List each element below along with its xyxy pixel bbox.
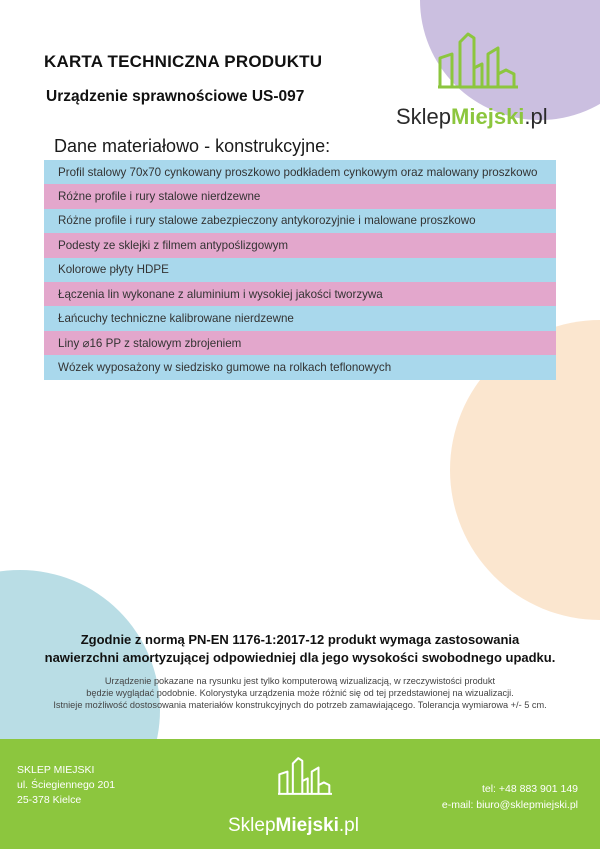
disclaimer — [10, 675, 590, 711]
city-buildings-icon — [438, 28, 518, 90]
brand-logo — [396, 28, 586, 138]
city-address: 25-378 Kielce — [17, 794, 82, 806]
materials-list — [44, 160, 556, 380]
city-buildings-icon — [278, 749, 332, 801]
brand-wordmark: SklepMiejski.pl — [396, 104, 548, 129]
phone-number[interactable]: tel: +48 883 901 149 — [481, 783, 578, 795]
materials-heading: Dane materiałowo - konstrukcyjne: — [54, 136, 331, 156]
disclaimer-line-1: Urządzenie pokazane na rysunku jest tylko komputerową wizualizacją, w rzeczywistości produkt — [104, 676, 496, 686]
footer-contact — [442, 781, 578, 813]
company-name: SKLEP MIEJSKI — [17, 764, 95, 776]
norm-line-1: Zgodnie z normą PN-EN 1176-1:2017-12 produkt wymaga zastosowania — [80, 632, 520, 647]
footer-address — [17, 763, 115, 808]
list-item: Liny ⌀16 PP z stalowym zbrojeniem — [44, 331, 556, 355]
list-item: Podesty ze sklejki z filmem antypoślizgowym — [44, 233, 556, 257]
list-item: Różne profile i rury stalowe nierdzewne — [44, 184, 556, 208]
footer — [0, 739, 600, 849]
email-address[interactable]: e-mail: biuro@sklepmiejski.pl — [441, 799, 578, 811]
list-item: Różne profile i rury stalowe zabezpieczony antykorozyjnie i malowane proszkowo — [44, 209, 556, 233]
footer-brand-logo — [226, 749, 386, 845]
list-item: Profil stalowy 70x70 cynkowany proszkowo podkładem cynkowym oraz malowany proszkowo — [44, 160, 556, 184]
list-item: Wózek wyposażony w siedzisko gumowe na rolkach teflonowych — [44, 355, 556, 379]
street-address: ul. Ściegiennego 201 — [17, 779, 116, 791]
list-item: Kolorowe płyty HDPE — [44, 258, 556, 282]
footer-brand-wordmark: SklepMiejski.pl — [228, 815, 359, 836]
list-item: Łączenia lin wykonane z aluminium i wysokiej jakości tworzywa — [44, 282, 556, 306]
list-item: Łańcuchy techniczne kalibrowane nierdzewne — [44, 306, 556, 330]
page-title: KARTA TECHNICZNA PRODUKTU — [44, 52, 323, 71]
norm-notice — [20, 631, 580, 667]
disclaimer-line-2: będzie wyglądać podobnie. Kolorystyka urządzenia może różnić się od tej przedstawionej na wizualizacji. — [86, 688, 514, 698]
product-subtitle: Urządzenie sprawnościowe US-097 — [46, 88, 305, 105]
disclaimer-line-3: Istnieje możliwość dostosowania materiałów konstrukcyjnych do potrzeb zamawiającego. Tolerancja wymiarowa +/- 5 cm. — [53, 700, 547, 710]
norm-line-2: nawierzchni amortyzującej odpowiedniej dla jego wysokości swobodnego upadku. — [44, 650, 556, 665]
